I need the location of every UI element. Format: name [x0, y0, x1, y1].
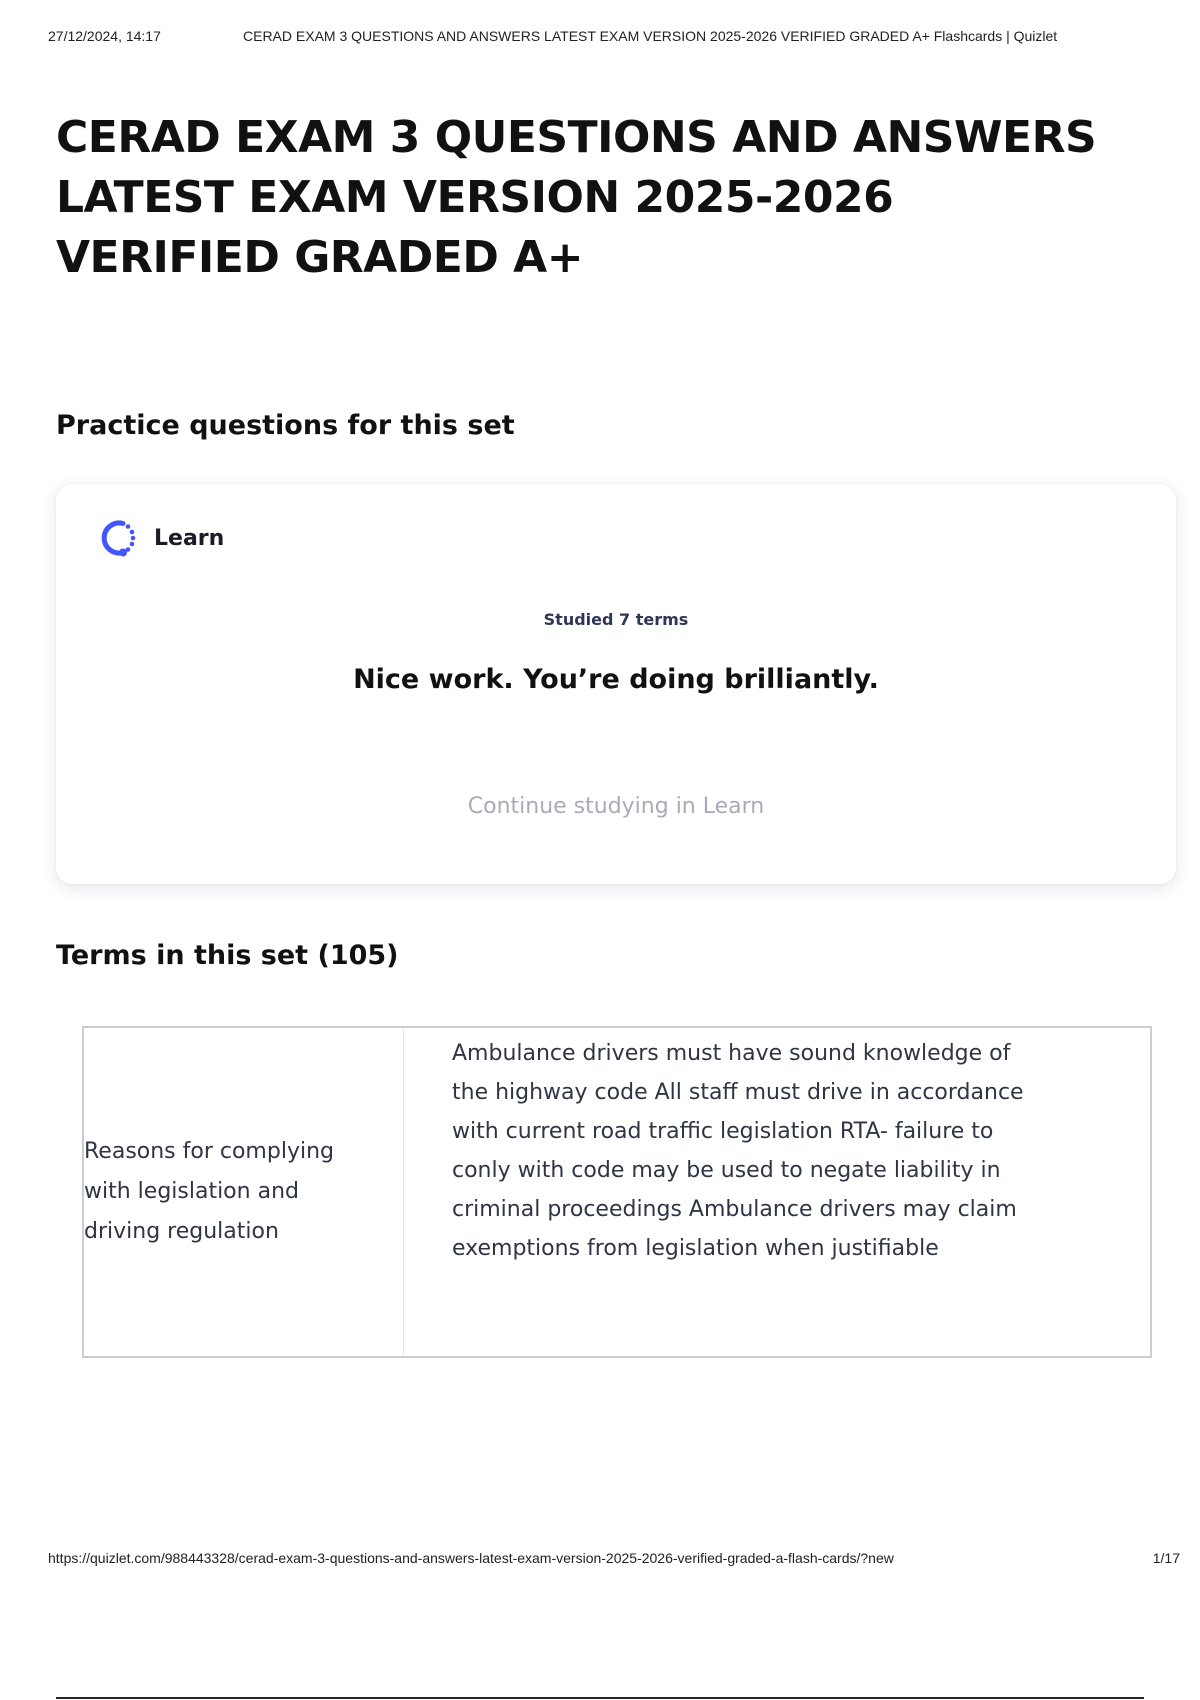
studied-count: Studied 7 terms [543, 610, 689, 629]
learn-header[interactable] [96, 514, 224, 562]
print-timestamp: 27/12/2024, 14:17 [48, 28, 161, 44]
term-row [82, 1026, 1152, 1358]
term-cell [84, 1028, 404, 1356]
learn-card[interactable] [56, 484, 1176, 884]
continue-learn-button[interactable]: Continue studying in Learn [467, 794, 765, 819]
learn-label: Learn [154, 525, 225, 551]
progress-message: Nice work. You’re doing brilliantly. [353, 664, 879, 695]
learn-progress-icon [96, 516, 140, 560]
definition-text: Ambulance drivers must have sound knowledge of the highway code All staff must drive in accordance with current road traffic legislation RTA- failure to conly with code may be used to negate liability in criminal proceedings Ambulance drivers may claim exemptions from legislation when justifiable [452, 1041, 1024, 1261]
print-url: https://quizlet.com/988443328/cerad-exam-3-questions-and-answers-latest-exam-version-2025-2026-verified-graded-a-flash-cards/?new [48, 1550, 894, 1566]
definition-cell [404, 1028, 1150, 1356]
page-title: CERAD EXAM 3 QUESTIONS AND ANSWERS LATEST EXAM VERSION 2025-2026 VERIFIED GRADED A+ [56, 112, 1097, 283]
print-document-title: CERAD EXAM 3 QUESTIONS AND ANSWERS LATEST EXAM VERSION 2025-2026 VERIFIED GRADED A+ Flashcards | Quizlet [243, 28, 1058, 44]
practice-heading: Practice questions for this set [56, 410, 515, 441]
terms-heading: Terms in this set (105) [56, 940, 399, 971]
page-number: 1/17 [1152, 1550, 1180, 1566]
term-text: Reasons for complying with legislation and driving regulation [84, 1139, 334, 1244]
divider [56, 1697, 1144, 1699]
